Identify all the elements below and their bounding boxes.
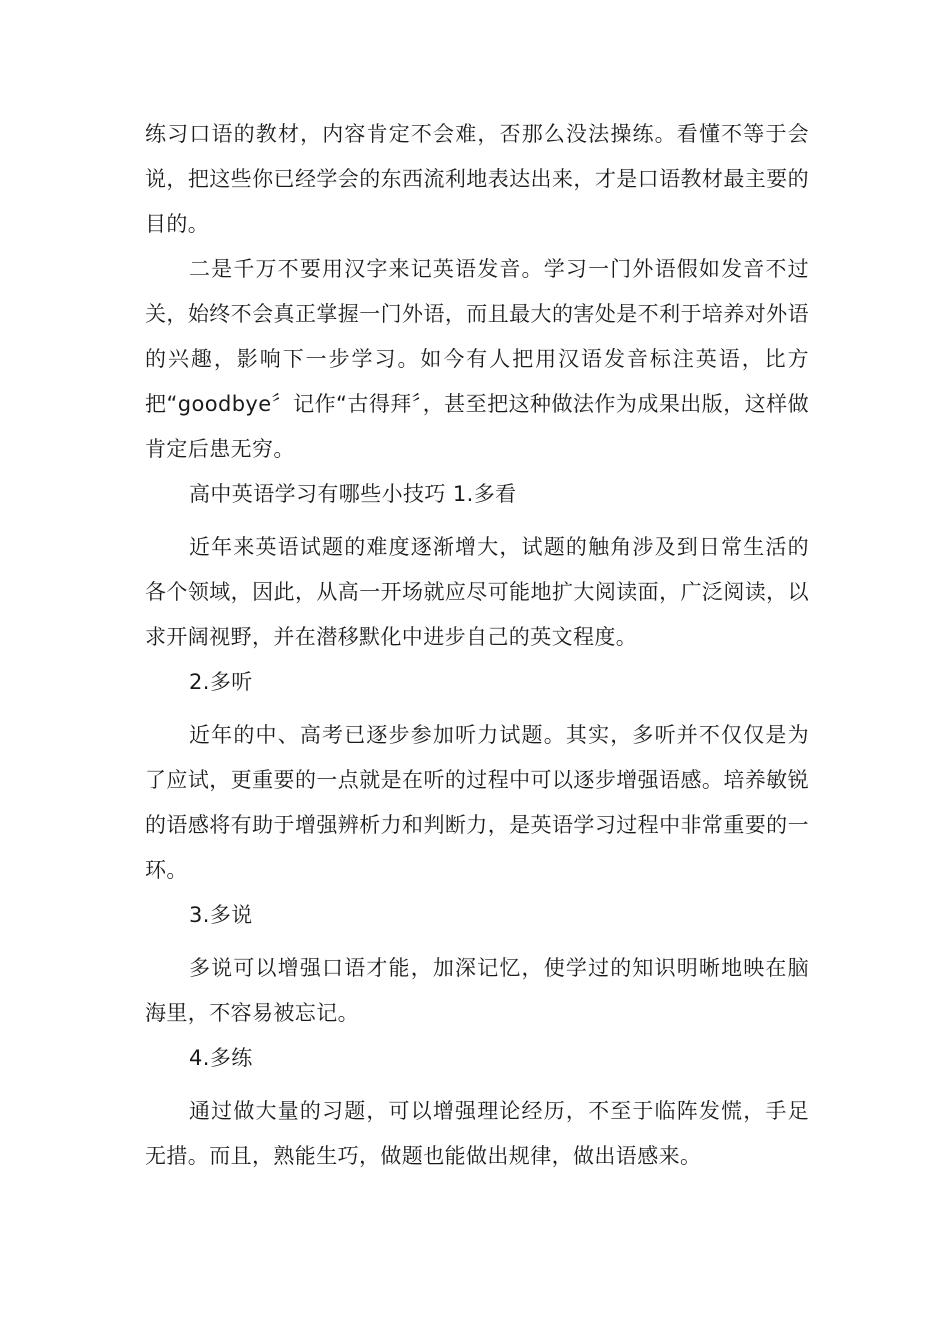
paragraph-practice-more: 通过做大量的习题，可以增强理论经历，不至于临阵发慌，手足无措。而且，熟能生巧，做题也能做出规律，做出语感来。 [145, 1099, 809, 1168]
document-body [145, 112, 809, 1179]
section-heading-listen-more: 2.多听 [189, 670, 253, 694]
section-heading-read-more: 高中英语学习有哪些小技巧 1.多看 [189, 482, 517, 506]
paragraph-continuation: 练习口语的教材，内容肯定不会难，否那么没法操练。看懂不等于会说，把这些你已经学会的东西流利地表达出来，才是口语教材最主要的目的。 [145, 122, 809, 236]
paragraph-pronunciation: 二是千万不要用汉字来记英语发音。学习一门外语假如发音不过关，始终不会真正掌握一门外语，而且最大的害处是不利于培养对外语的兴趣，影响下一步学习。如今有人把用汉语发音标注英语，比方把“goodbye〞记作“古得拜〞，甚至把这种做法作为成果出版，这样做肯定后患无穷。 [145, 257, 809, 461]
paragraph-read-more: 近年来英语试题的难度逐渐增大，试题的触角涉及到日常生活的各个领域，因此，从高一开场就应尽可能地扩大阅读面，广泛阅读，以求开阔视野，并在潜移默化中进步自己的英文程度。 [145, 535, 809, 649]
paragraph-listen-more: 近年的中、高考已逐步参加听力试题。其实，多听并不仅仅是为了应试，更重要的一点就是在听的过程中可以逐步增强语感。培养敏锐的语感将有助于增强辨析力和判断力，是英语学习过程中非常重要的一环。 [145, 723, 809, 882]
paragraph-speak-more: 多说可以增强口语才能，加深记忆，使学过的知识明晰地映在脑海里，不容易被忘记。 [145, 956, 809, 1025]
section-heading-speak-more: 3.多说 [189, 903, 253, 927]
section-heading-practice-more: 4.多练 [189, 1046, 253, 1070]
